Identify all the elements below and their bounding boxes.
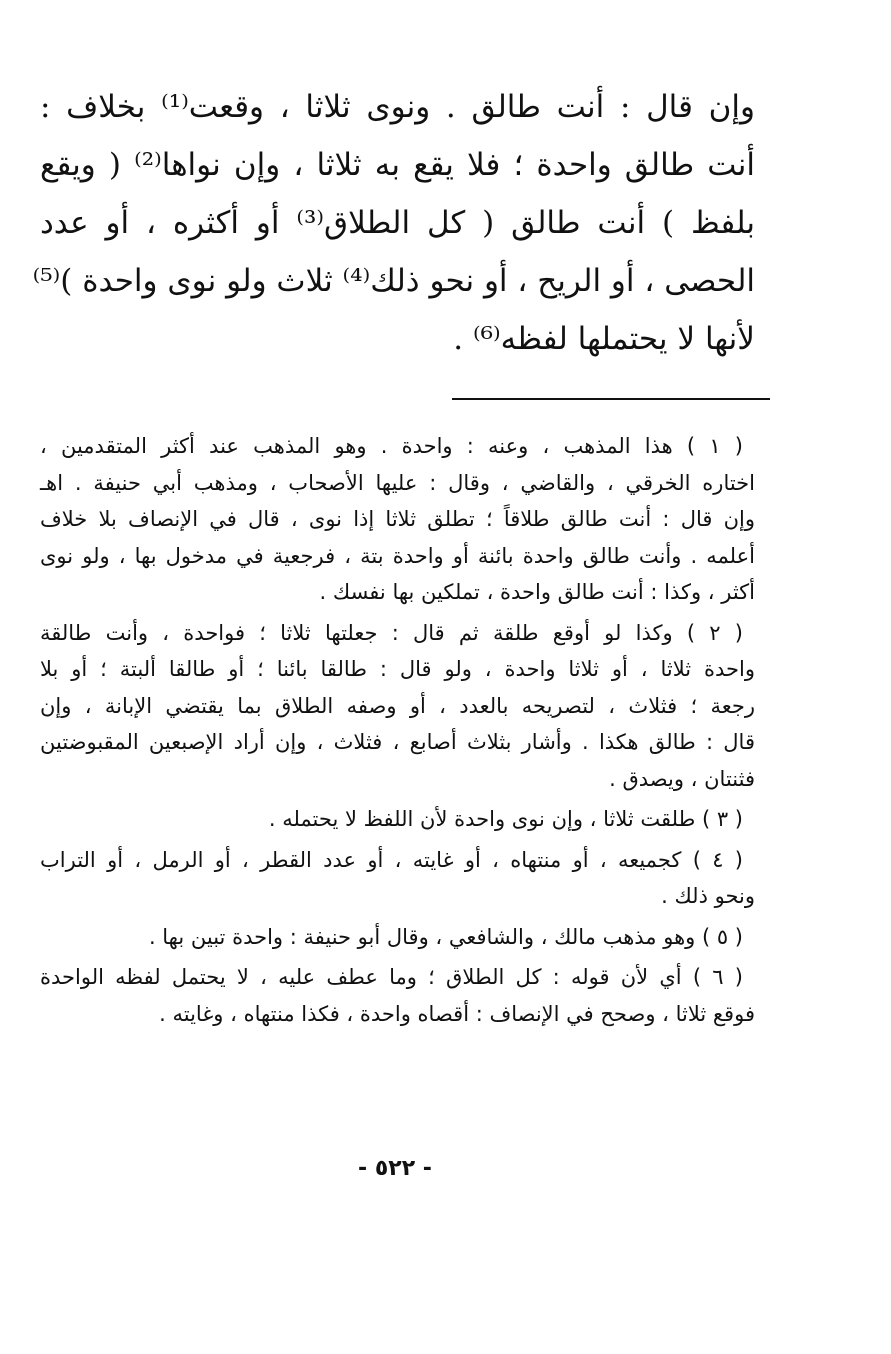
footnote-5 <box>40 919 755 956</box>
footnote-6 <box>40 959 755 1032</box>
footnote-divider <box>452 398 770 400</box>
footnote-line: رجعة ؛ فثلاث ، لتصريحه بالعدد ، أو وصفه الطلاق بما يقتضي الإبانة ، وإن <box>40 693 755 718</box>
footnote-line: فوقع ثلاثا ، وصحح في الإنصاف : أقصاه واحدة ، فكذا منتهاه ، وغايته . <box>159 1001 755 1026</box>
main-text-line: لأنها لا يحتملها لفظه⁽⁶⁾ . <box>453 321 755 357</box>
footnote-4 <box>40 842 755 915</box>
footnote-1 <box>40 428 755 611</box>
footnote-2 <box>40 615 755 798</box>
footnote-line: أكثر ، وكذا : أنت طالق واحدة ، تملكين بها نفسك . <box>319 580 755 604</box>
footnote-line: ( ٢ ) وكذا لو أوقع طلقة ثم قال : جعلتها ثلاثا ؛ فواحدة ، وأنت طالقة <box>40 620 743 645</box>
footnote-line: ( ٤ ) كجميعه ، أو منتهاه ، أو غايته ، أو عدد القطر ، أو الرمل ، أو التراب <box>40 847 743 872</box>
footnote-line: ( ٥ ) وهو مذهب مالك ، والشافعي ، وقال أبو حنيفة : واحدة تبين بها . <box>148 924 743 949</box>
footnote-line: أعلمه . وأنت طالق واحدة بائنة أو واحدة بتة ، فرجعية في مدخول بها ، ولو نوى <box>40 543 755 568</box>
main-text-line: الحصى ، أو الريح ، أو نحو ذلك⁽⁴⁾ ثلاث ولو نوى واحدة )⁽⁵⁾ <box>32 263 755 299</box>
footnotes-section <box>40 428 755 1036</box>
footnote-line: قال : طالق هكذا . وأشار بثلاث أصابع ، فثلاث ، وإن أراد الإصبعين المقبوضتين <box>40 730 755 754</box>
main-text-line: أنت طالق واحدة ؛ فلا يقع به ثلاثا ، وإن نواها⁽²⁾ ( ويقع <box>40 147 755 183</box>
footnote-line: اختاره الخرقي ، والقاضي ، وقال : عليها الأصحاب ، ومذهب أبي حنيفة . اهـ <box>40 470 755 495</box>
main-text <box>32 78 756 368</box>
footnote-line: فثنتان ، ويصدق . <box>609 766 755 791</box>
footnote-line: ( ٣ ) طلقت ثلاثا ، وإن نوى واحدة لأن اللفظ لا يحتمله . <box>268 807 743 831</box>
footnote-3 <box>40 801 755 838</box>
footnote-line: واحدة ثلاثا ، أو ثلاثا واحدة ، ولو قال : طالقا بائنا ؛ أو طالقا ألبتة ؛ أو بلا <box>40 657 755 681</box>
page-number: - ٥٢٢ - <box>358 1156 432 1181</box>
footnote-line: ( ٦ ) أي لأن قوله : كل الطلاق ؛ وما عطف عليه ، لا يحتمل لفظه الواحدة <box>40 965 743 989</box>
main-text-line: وإن قال : أنت طالق . ونوى ثلاثا ، وقعت⁽¹⁾ بخلاف : <box>40 89 755 125</box>
footnote-line: ونحو ذلك . <box>661 884 755 908</box>
footnote-line: ( ١ ) هذا المذهب ، وعنه : واحدة . وهو المذهب عند أكثر المتقدمين ، <box>40 434 743 458</box>
footnote-line: وإن قال : أنت طالق طلاقاً ؛ تطلق ثلاثا إذا نوى ، قال في الإنصاف بلا خلاف <box>40 507 755 531</box>
main-text-line: بلفظ ) أنت طالق ( كل الطلاق⁽³⁾ أو أكثره ، أو عدد <box>40 205 756 241</box>
